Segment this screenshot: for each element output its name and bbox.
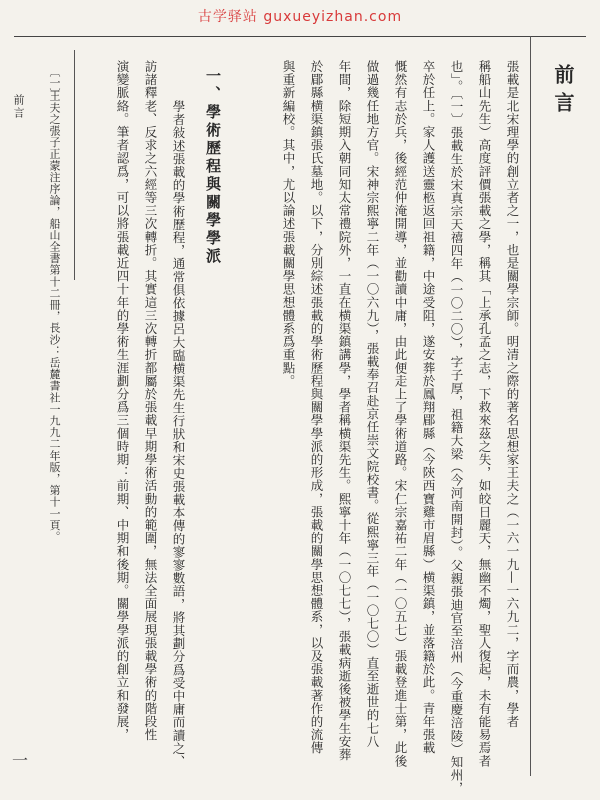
intro-text-column-3: 也」。〔一〕張載生於宋真宗天禧四年（一〇二〇），字子厚，祖籍大梁（今河南開封）。父親張迪官至涪州（今重慶涪陵）知州， [449,60,464,795]
body-text-column-1: 學者敍述張載的學術歷程，通常俱依據呂大臨横渠先生行狀和宋史張載本傳的寥寥數語，將其劃分爲受中庸而讀之、 [171,100,186,769]
margin-rule [530,36,531,776]
footnote-text: 王夫之張子正蒙注序論，船山全書第十二冊，長沙：岳麓書社一九九二年版，第十一頁。 [48,90,61,543]
body-text-column-3: 演變脈絡。筆者認爲，可以將張載近四十年的學術生涯劃分爲三個時期：前期、中期和後期。關學學派的創立和發展， [115,60,130,742]
intro-text-column-4: 卒於任上。家人護送靈柩返回祖籍，中途受阻，遂安葬於鳳翔郿縣（今陝西寶雞市眉縣）横渠鎮，並落籍於此。青年張載 [421,60,436,755]
site-watermark: 古学驿站 guxueyizhan.com [197,9,403,25]
intro-text-column-7: 年間，除短期入朝同知太常禮院外，一直在横渠鎮講學，學者稱横渠先生。熙寧十年（一〇七七），張載病逝後被學生安葬 [337,60,352,762]
intro-text-column-2: 稱船山先生）高度評價張載之學，稱其「上承孔孟之志，下救來茲之失，如皎日麗天，無幽不燭，聖人復起，未有能易焉者 [477,60,492,768]
chapter-heading: 一、學術歷程與關學學派 [204,68,222,266]
intro-text-column-9: 與重新編校。其中，尤以論述張載關學思想體系爲重點。 [281,60,296,388]
section-title: 前言 [551,64,575,120]
intro-text-column-5: 慨然有志於兵，後經范仲淹開導，並勸讀中庸，由此便走上了學術道路。宋仁宗嘉祐二年（一〇五七）張載登進士第，此後 [393,60,408,768]
running-header: 前言 [12,94,25,120]
intro-text-column-1: 張載是北宋理學的創立者之一，也是關學宗師。明清之際的著名思想家王夫之（一六一九—一六九二，字而農，學者 [505,60,520,729]
intro-text-column-8: 於郿縣横渠鎮張氏墓地。以下，分別綜述張載的學術歷程與關學學派的形成，張載的關學思想體系，以及張載著作的流傳 [309,60,324,755]
top-rule [14,36,586,37]
footnote-rule [74,50,75,280]
footnote-marker: 〔一〕 [48,66,61,99]
body-text-column-2: 訪諸釋老、反求之六經等三次轉折。其實這三次轉折都屬於張載早期學術活動的範圍，無法全面展現張載學術的階段性 [143,60,158,742]
page-number: 一 [12,751,29,770]
intro-text-column-6: 做過幾任地方官。宋神宗熙寧二年（一〇六九），張載奉召赴京任崇文院校書。從熙寧三年（一〇七〇）直至逝世的七八 [365,60,380,749]
